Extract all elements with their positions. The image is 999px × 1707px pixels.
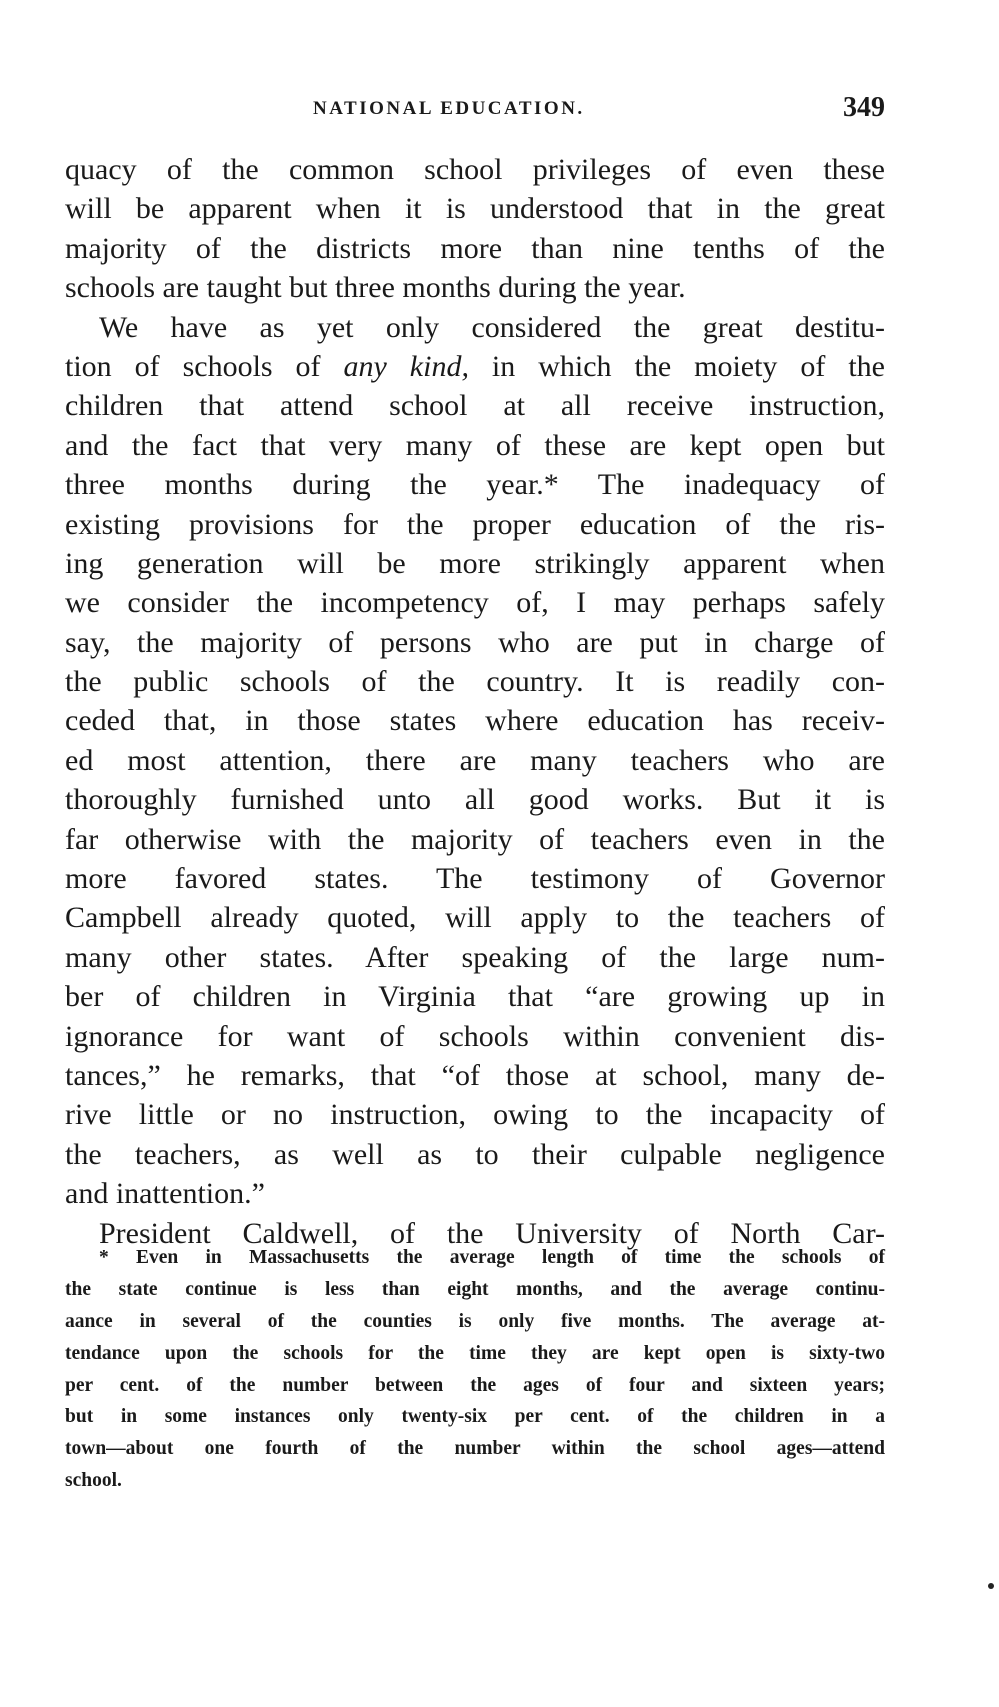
text-line: we consider the incompetency of, I may perhaps safely [65, 586, 885, 620]
text-line: will be apparent when it is understood that in the great [65, 192, 885, 226]
footnote-line: school. [65, 1470, 122, 1492]
stray-ink-mark [988, 1583, 994, 1589]
text-line: ing generation will be more strikingly apparent when [65, 546, 885, 580]
text-fragment: in which the moiety of the [468, 349, 886, 383]
text-line: ignorance for want of schools within convenient dis- [65, 1019, 885, 1053]
text-line: rive little or no instruction, owing to the incapacity of [65, 1098, 885, 1132]
text-line: far otherwise with the majority of teachers even in the [65, 822, 885, 856]
footnote [65, 1242, 885, 1497]
text-line: ber of children in Virginia that “are growing up in [65, 980, 885, 1014]
text-line: tances,” he remarks, that “of those at school, many de- [65, 1058, 885, 1092]
page-number: 349 [843, 92, 885, 123]
paragraph-start-line: We have as yet only considered the great destitu- [99, 310, 885, 344]
footnote-line: but in some instances only twenty-six per cent. of the children in a [65, 1406, 885, 1428]
text-line: ed most attention, there are many teachers who are [65, 743, 885, 777]
footnote-line: town—about one fourth of the number within the school ages—attend [65, 1438, 885, 1460]
emphasis-text: any kind, [343, 349, 469, 383]
text-line: quacy of the common school privileges of even these [65, 153, 885, 186]
footnote-line: * Even in Massachusetts the average length of time the schools of [99, 1247, 885, 1268]
footnote-line: the state continue is less than eight months, and the average continu- [65, 1278, 885, 1300]
text-line: schools are taught but three months during the year. [65, 271, 686, 305]
text-line: the public schools of the country. It is readily con- [65, 665, 885, 699]
text-line-with-emphasis [65, 347, 885, 386]
text-line: ceded that, in those states where education has receiv- [65, 704, 885, 738]
text-line: more favored states. The testimony of Governor [65, 862, 885, 896]
paragraph-start-line: President Caldwell, of the University of North Car- [99, 1216, 885, 1250]
body-text [65, 150, 885, 1253]
text-line: many other states. After speaking of the large num- [65, 940, 885, 974]
text-line: and the fact that very many of these are kept open but [65, 428, 885, 462]
text-line: the teachers, as well as to their culpable negligence [65, 1137, 885, 1171]
text-line: say, the majority of persons who are put in charge of [65, 625, 885, 659]
running-head [65, 92, 885, 132]
text-line: and inattention.” [65, 1177, 265, 1211]
text-line: majority of the districts more than nine tenths of the [65, 231, 885, 265]
footnote-line: tendance upon the schools for the time they are kept open is sixty-two [65, 1342, 885, 1364]
text-line: three months during the year.* The inadequacy of [65, 468, 885, 502]
running-title: NATIONAL EDUCATION. [313, 98, 585, 119]
text-line: thoroughly furnished unto all good works. But it is [65, 783, 885, 817]
footnote-line: per cent. of the number between the ages of four and sixteen years; [65, 1374, 885, 1396]
text-line: children that attend school at all receive instruction, [65, 389, 885, 423]
text-fragment: tion of schools of [65, 349, 344, 383]
text-line: Campbell already quoted, will apply to the teachers of [65, 901, 885, 935]
text-line: existing provisions for the proper education of the ris- [65, 507, 885, 541]
footnote-line: aance in several of the counties is only five months. The average at- [65, 1310, 885, 1332]
